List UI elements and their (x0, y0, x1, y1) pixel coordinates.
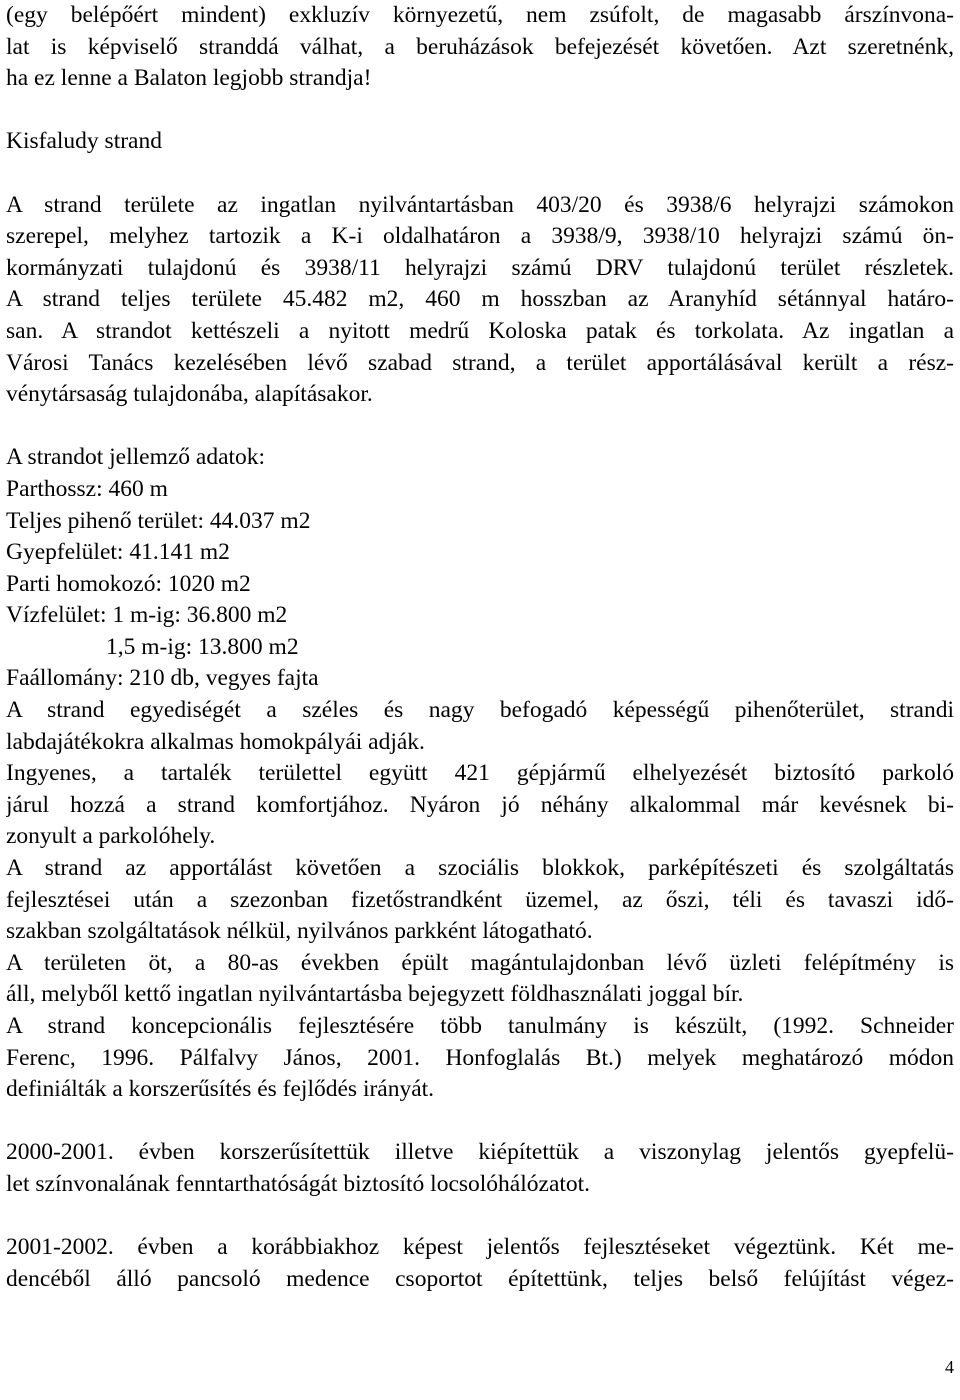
studies-paragraph (6, 1011, 954, 1106)
text-line: dencéből álló pancsoló medence csoportot építettünk, teljes belső felújítást végez- (6, 1265, 954, 1292)
text-line: járul hozzá a strand komfortjához. Nyáron jó néhány alkalommal már kevésnek bi- (6, 791, 954, 818)
text-line: vénytársaság tulajdonába, alapításakor. (6, 381, 373, 408)
buildings-paragraph (6, 948, 954, 1011)
text-line: A területen öt, a 80-as években épült magántulajdonban lévő üzleti felépítmény is (6, 949, 954, 976)
text-line: lat is képviselő stranddá válhat, a beruházások befejezését követően. Azt szeretnénk, (6, 33, 954, 60)
paragraph-gap (6, 1106, 954, 1138)
text-line: definiálták a korszerűsítés és fejlődés irányát. (6, 1076, 435, 1103)
text-line: ha ez lenne a Balaton legjobb strandja! (6, 65, 372, 92)
text-line: Városi Tanács kezelésében lévő szabad strand, a terület apportálásával került a rész- (6, 349, 954, 376)
text-line: A strand területe az ingatlan nyilvántartásban 403/20 és 3938/6 helyrajzi számokon (6, 191, 954, 218)
text-line: 2000-2001. évben korszerűsítettük illetve kiépítettük a viszonylag jelentős gyepfelü- (6, 1139, 954, 1166)
data-list-item: Parthossz: 460 m (6, 475, 168, 502)
data-list-item-indented: 1,5 m-ig: 13.800 m2 (106, 633, 299, 660)
page-number: 4 (945, 1357, 954, 1377)
text-line: san. A strandot kettészeli a nyitott medrű Koloska patak és torkolata. Az ingatlan a (6, 317, 954, 344)
text-line: szakban szolgáltatások nélkül, nyilvános parkként látogatható. (6, 918, 593, 945)
data-list-heading: A strandot jellemző adatok: (6, 444, 266, 471)
paragraph-gap (6, 411, 954, 443)
text-line: A strand teljes területe 45.482 m2, 460 m hosszban az Aranyhíd sétánnyal határo- (6, 286, 954, 313)
text-line: (egy belépőért mindent) exkluzív környezetű, nem zsúfolt, de magasabb árszínvona- (6, 2, 954, 28)
section-title: Kisfaludy strand (6, 128, 162, 155)
paragraph-gap (6, 1201, 954, 1233)
irrigation-paragraph (6, 1137, 954, 1200)
data-list (6, 442, 954, 695)
text-line: szerepel, melyhez tartozik a K-i oldalhatáron a 3938/9, 3938/10 helyrajzi számú ön- (6, 223, 954, 250)
data-list-item: Faállomány: 210 db, vegyes fajta (6, 665, 319, 692)
text-line: fejlesztései után a szezonban fizetőstrandként üzemel, az őszi, téli és tavaszi idő- (6, 886, 954, 913)
paragraph-gap (6, 158, 954, 190)
intro-paragraph (6, 0, 954, 95)
data-list-item: Parti homokozó: 1020 m2 (6, 570, 251, 597)
text-line: A strand az apportálást követően a szociális blokkok, parképítészeti és szolgáltatás (6, 855, 954, 882)
text-line: A strand egyediségét a széles és nagy befogadó képességű pihenőterület, strandi (6, 697, 954, 724)
data-list-item: Vízfelület: 1 m-ig: 36.800 m2 (6, 602, 288, 629)
text-line: Ferenc, 1996. Pálfalvy János, 2001. Honfoglalás Bt.) melyek meghatározó módon (6, 1044, 954, 1071)
uniqueness-paragraph (6, 695, 954, 758)
text-line: 2001-2002. évben a korábbiakhoz képest jelentős fejlesztéseket végeztünk. Két me- (6, 1234, 954, 1261)
text-line: áll, melyből kettő ingatlan nyilvántartásba bejegyzett földhasználati joggal bír. (6, 981, 744, 1008)
text-line: kormányzati tulajdonú és 3938/11 helyrajzi számú DRV tulajdonú terület részletek. (6, 254, 954, 281)
data-list-item: Teljes pihenő terület: 44.037 m2 (6, 507, 311, 534)
text-line: Ingyenes, a tartalék területtel együtt 421 gépjármű elhelyezését biztosító parkoló (6, 760, 954, 787)
operation-paragraph (6, 853, 954, 948)
paragraph-gap (6, 95, 954, 127)
text-line: zonyult a parkolóhely. (6, 823, 216, 850)
development-paragraph (6, 1232, 954, 1295)
text-line: A strand koncepcionális fejlesztésére több tanulmány is készült, (1992. Schneider (6, 1013, 954, 1039)
text-line: labdajátékokra alkalmas homokpályái adják. (6, 728, 425, 755)
document-page (6, 0, 954, 1295)
data-list-item: Gyepfelület: 41.141 m2 (6, 539, 230, 566)
parking-paragraph (6, 758, 954, 853)
text-line: let színvonalának fenntarthatóságát biztosító locsolóhálózatot. (6, 1170, 591, 1197)
area-paragraph (6, 190, 954, 411)
